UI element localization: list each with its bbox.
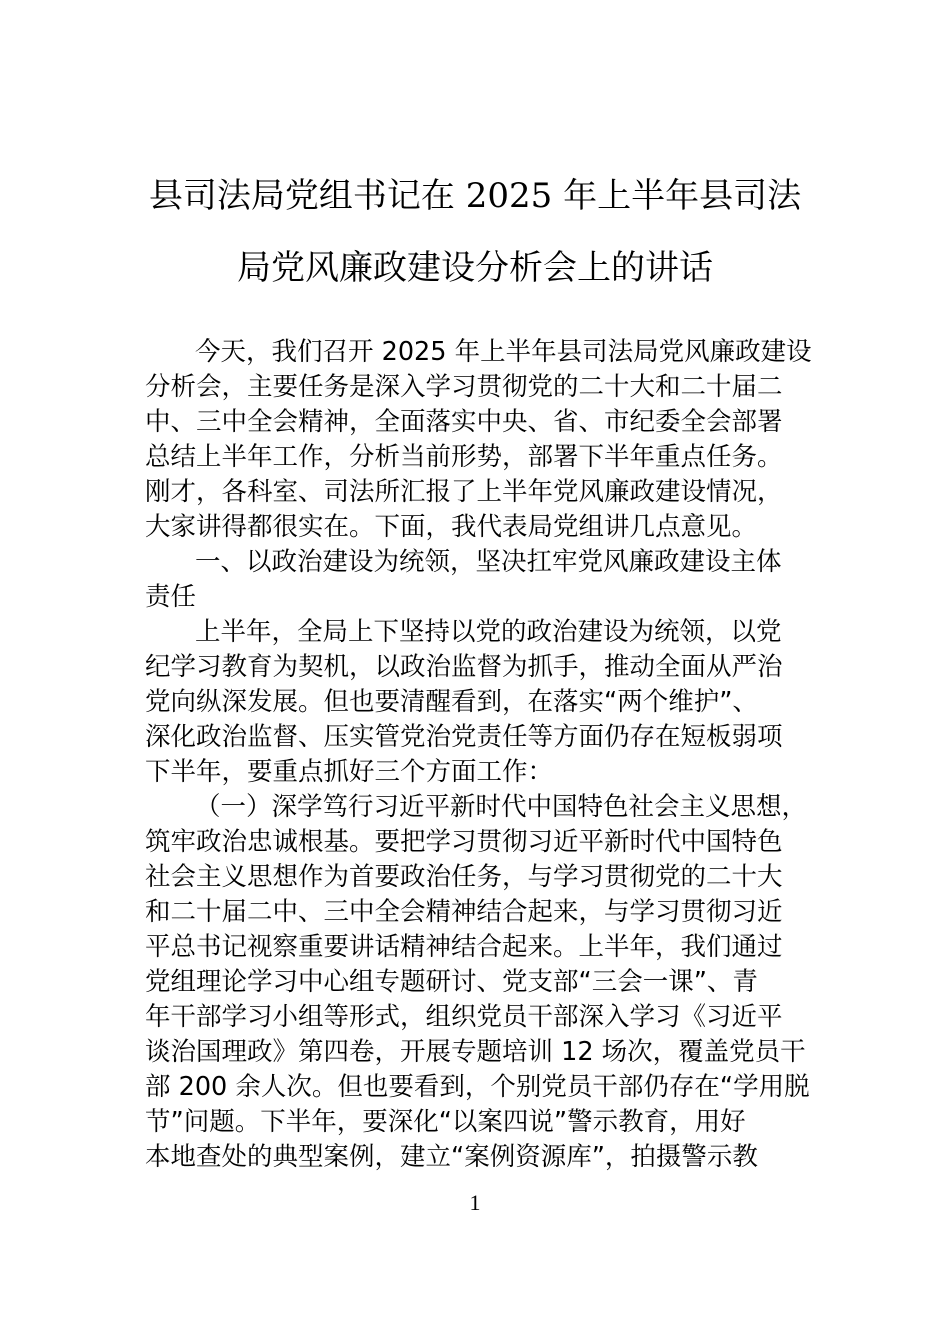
paragraph-line: 中、三中全会精神，全面落实中央、省、市纪委全会部署 <box>145 407 783 437</box>
paragraph-line: 刚才，各科室、司法所汇报了上半年党风廉政建设情况， <box>145 477 783 507</box>
paragraph-line: 党向纵深发展。但也要清醒看到，在落实“两个维护”、 <box>145 687 758 717</box>
page-number: 1 <box>469 1190 481 1215</box>
paragraph-line: 节”问题。下半年，要深化“以案四说”警示教育，用好 <box>145 1107 746 1137</box>
paragraph-line: 纪学习教育为契机，以政治监督为抓手，推动全面从严治 <box>145 652 783 682</box>
paragraph-line: 下半年，要重点抓好三个方面工作： <box>145 757 554 787</box>
paragraph-line: 年干部学习小组等形式，组织党员干部深入学习《习近平 <box>145 1002 783 1032</box>
section-heading-line: 责任 <box>145 582 197 612</box>
paragraph-line: 上半年，全局上下坚持以党的政治建设为统领，以党 <box>195 617 782 647</box>
paragraph-line: 谈治国理政》第四卷，开展专题培训 12 场次，覆盖党员干 <box>145 1037 806 1067</box>
paragraph-line: 大家讲得都很实在。下面，我代表局党组讲几点意见。 <box>145 512 758 542</box>
paragraph-line: 党组理论学习中心组专题研讨、党支部“三会一课”、青 <box>145 967 758 997</box>
paragraph-line: 平总书记视察重要讲话精神结合起来。上半年，我们通过 <box>145 932 783 962</box>
paragraph-line: 今天，我们召开 2025 年上半年县司法局党风廉政建设 <box>195 337 812 367</box>
paragraph-line: （一）深学笃行习近平新时代中国特色社会主义思想， <box>195 792 808 822</box>
paragraph-line: 部 200 余人次。但也要看到，个别党员干部仍存在“学用脱 <box>145 1072 810 1102</box>
paragraph-line: 社会主义思想作为首要政治任务，与学习贯彻党的二十大 <box>145 862 783 892</box>
paragraph-line: 分析会，主要任务是深入学习贯彻党的二十大和二十届二 <box>145 372 783 402</box>
paragraph-line: 总结上半年工作，分析当前形势，部署下半年重点任务。 <box>145 442 783 472</box>
paragraph-line: 筑牢政治忠诚根基。要把学习贯彻习近平新时代中国特色 <box>145 827 783 857</box>
section-heading-line: 一、以政治建设为统领，坚决扛牢党风廉政建设主体 <box>195 547 782 577</box>
paragraph-line: 和二十届二中、三中全会精神结合起来，与学习贯彻习近 <box>145 897 783 927</box>
paragraph-line: 深化政治监督、压实管党治党责任等方面仍存在短板弱项 <box>145 722 783 752</box>
paragraph-line: 本地查处的典型案例，建立“案例资源库”，拍摄警示教 <box>145 1142 758 1172</box>
document-title-line-1: 县司法局党组书记在 2025 年上半年县司法 <box>148 176 802 216</box>
document-title-line-2: 局党风廉政建设分析会上的讲话 <box>237 248 713 288</box>
